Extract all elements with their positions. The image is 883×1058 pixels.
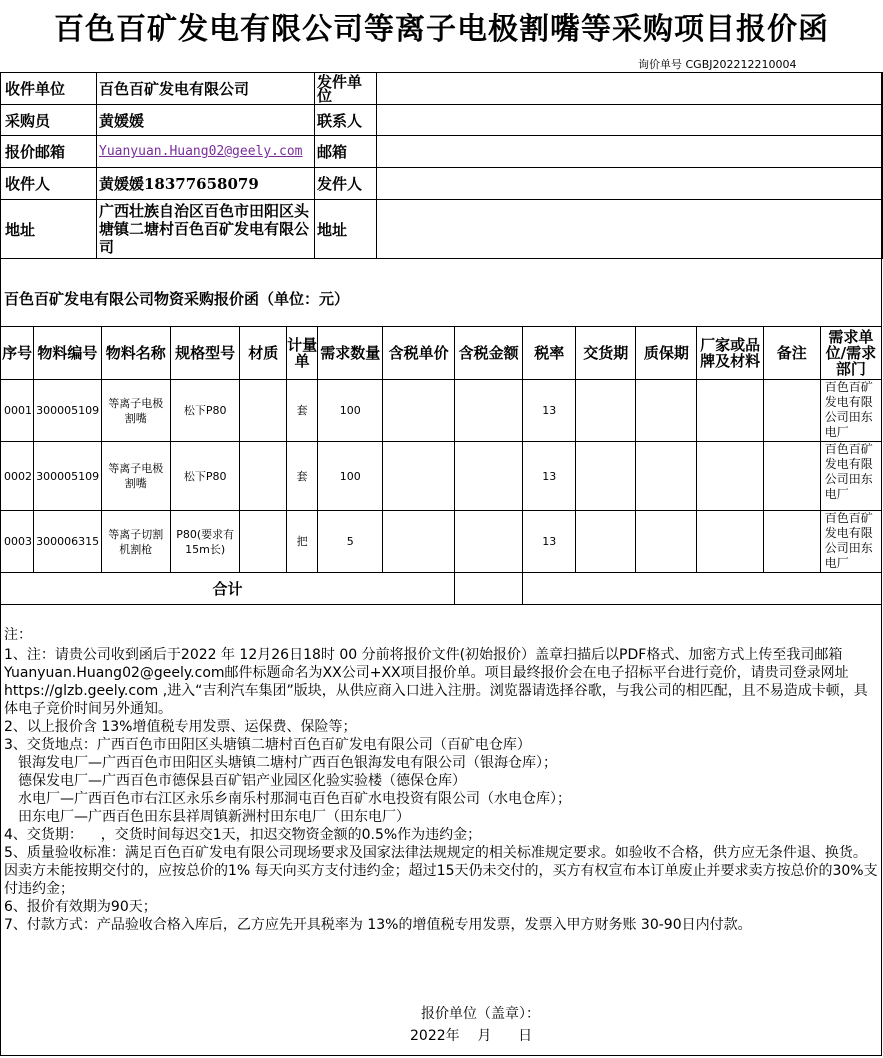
note-3c: 水电厂—广西百色市右江区永乐乡南乐村那洞屯百色百矿水电投资有限公司（水电仓库）； xyxy=(18,791,571,807)
contact-label: 联系人 xyxy=(315,105,377,136)
cell-tax: 13 xyxy=(523,380,576,442)
note-3d: 田东电厂—广西百色田东县祥周镇新洲村田东电厂（田东电厂） xyxy=(18,809,410,825)
cell-unit: 套 xyxy=(287,380,318,442)
table-row xyxy=(1,511,882,573)
total-blank xyxy=(523,573,882,605)
cell-qty: 100 xyxy=(318,380,383,442)
cell-code: 300005109 xyxy=(34,442,101,511)
recipient-unit-value: 百色百矿发电有限公司 xyxy=(97,73,315,105)
header-dept: 需求单位/需求部门 xyxy=(820,327,881,380)
table-row xyxy=(1,442,882,511)
cell-qty: 5 xyxy=(318,511,383,573)
cell-seq: 0001 xyxy=(1,380,34,442)
note-5: 5、质量验收标准：满足百色百矿发电有限公司现场要求及国家法律法规规定的相关标准规定要求。如验收不合格，供方应无条件退、换货。因卖方未能按期交付的，应按总价的1% 每天向买方支付违约金；超过15天仍未交付的，买方有权宣布本订单废止并要求卖方按总价的30%支付违约金； xyxy=(4,845,878,897)
cell-qty: 100 xyxy=(318,442,383,511)
note-6: 6、报价有效期为90天； xyxy=(4,899,157,915)
note-7: 7、付款方式：产品验收合格入库后，乙方应先开具税率为 13%的增值税专用发票，发票入甲方财务账 30-90日内付款。 xyxy=(4,917,752,933)
header-warranty: 质保期 xyxy=(636,327,697,380)
address-value: 广西壮族自治区百色市田阳区头塘镇二塘村百色百矿发电有限公司 xyxy=(97,200,315,259)
buyer-label: 采购员 xyxy=(1,105,97,136)
header-tax: 税率 xyxy=(523,327,576,380)
notes-heading: 注： xyxy=(4,627,32,643)
email2-value[interactable] xyxy=(377,136,883,168)
contact-value[interactable] xyxy=(377,105,883,136)
cell-amount[interactable] xyxy=(454,511,522,573)
cell-spec: 松下P80 xyxy=(170,380,239,442)
cell-dept: 百色百矿发电有限公司田东电厂 xyxy=(820,511,881,573)
sender-unit-label: 发件单位 xyxy=(315,73,377,105)
sender-unit-value[interactable] xyxy=(377,73,883,105)
cell-unit: 把 xyxy=(287,511,318,573)
receiver-label: 收件人 xyxy=(1,168,97,200)
cell-price[interactable] xyxy=(383,511,455,573)
cell-spec: 松下P80 xyxy=(170,442,239,511)
signature-label: 报价单位（盖章）： xyxy=(421,1006,540,1022)
cell-dept: 百色百矿发电有限公司田东电厂 xyxy=(820,442,881,511)
cell-material[interactable] xyxy=(240,511,287,573)
cell-amount[interactable] xyxy=(454,380,522,442)
cell-remark[interactable] xyxy=(763,511,820,573)
address2-value[interactable] xyxy=(377,200,883,259)
cell-name: 等离子电极割嘴 xyxy=(101,442,170,511)
cell-unit: 套 xyxy=(287,442,318,511)
cell-warranty[interactable] xyxy=(636,380,697,442)
cell-brand[interactable] xyxy=(697,511,763,573)
cell-tax: 13 xyxy=(523,442,576,511)
address2-label: 地址 xyxy=(315,200,377,259)
cell-spec: P80(要求有15m长) xyxy=(170,511,239,573)
recipient-unit-label: 收件单位 xyxy=(1,73,97,105)
header-price: 含税单价 xyxy=(383,327,455,380)
cell-remark[interactable] xyxy=(763,380,820,442)
total-label: 合计 xyxy=(1,573,455,605)
inquiry-number xyxy=(638,56,796,72)
header-name: 物料名称 xyxy=(101,327,170,380)
items-table xyxy=(0,326,882,605)
note-1: 1、注：请贵公司收到函后于2022 年 12月26日18时 00 分前将报价文件(初始报价）盖章扫描后以PDF格式、加密方式上传至我司邮箱Yuanyuan.Huang02@geely.com邮件标题命名为XX公司+XX项目报价单。项目最终报价会在电子招标平台进行竞价，请贵司登录网址https://glzb.geely.com ,进入“吉利汽车集团”版块，从供应商入口进入注册。浏览器请选择谷歌，与我公司的相匹配，且不易造成卡顿，具体电子竞价时间另外通知。 xyxy=(4,647,868,717)
note-2: 2、以上报价含 13%增值税专用发票、运保费、保险等； xyxy=(4,719,357,735)
header-brand: 厂家或品牌及材料 xyxy=(697,327,763,380)
document-title: 百色百矿发电有限公司等离子电极割嘴等采购项目报价函 xyxy=(54,12,829,47)
header-material: 材质 xyxy=(240,327,287,380)
email2-label: 邮箱 xyxy=(315,136,377,168)
contact-info-table xyxy=(0,72,883,259)
address-label: 地址 xyxy=(1,200,97,259)
notes-section xyxy=(4,626,880,934)
cell-brand[interactable] xyxy=(697,380,763,442)
email-link[interactable]: Yuanyuan.Huang02@geely.com xyxy=(97,136,315,168)
cell-name: 等离子电极割嘴 xyxy=(101,380,170,442)
cell-material[interactable] xyxy=(240,442,287,511)
cell-remark[interactable] xyxy=(763,442,820,511)
header-spec: 规格型号 xyxy=(170,327,239,380)
inquiry-label: 询价单号 xyxy=(638,58,682,71)
note-4: 4、交货期： ，交货时间每迟交1天，扣迟交物资金额的0.5%作为违约金； xyxy=(4,827,482,843)
cell-warranty[interactable] xyxy=(636,511,697,573)
sender-label: 发件人 xyxy=(315,168,377,200)
email-label: 报价邮箱 xyxy=(1,136,97,168)
note-3a: 银海发电厂—广西百色市田阳区头塘镇二塘村广西百色银海发电有限公司（银海仓库）； xyxy=(18,755,557,771)
cell-seq: 0003 xyxy=(1,511,34,573)
cell-material[interactable] xyxy=(240,380,287,442)
receiver-value: 黄媛媛18377658079 xyxy=(97,168,315,200)
cell-seq: 0002 xyxy=(1,442,34,511)
note-3b: 德保发电厂—广西百色市德保县百矿铝产业园区化验实验楼（德保仓库） xyxy=(18,773,466,789)
cell-name: 等离子切割机割枪 xyxy=(101,511,170,573)
header-unit: 计量单 xyxy=(287,327,318,380)
header-seq: 序号 xyxy=(1,327,34,380)
cell-code: 300005109 xyxy=(34,380,101,442)
cell-amount[interactable] xyxy=(454,442,522,511)
header-code: 物料编号 xyxy=(34,327,101,380)
cell-price[interactable] xyxy=(383,442,455,511)
cell-tax: 13 xyxy=(523,511,576,573)
header-amount: 含税金额 xyxy=(454,327,522,380)
total-row xyxy=(1,573,882,605)
table-row xyxy=(1,380,882,442)
cell-brand[interactable] xyxy=(697,442,763,511)
quote-subtitle: 百色百矿发电有限公司物资采购报价函（单位：元） xyxy=(4,290,350,308)
cell-delivery[interactable] xyxy=(576,442,636,511)
signature-date: 2022年 月 日 xyxy=(410,1028,533,1044)
inquiry-value: CGBJ202212210004 xyxy=(685,58,797,71)
note-3: 3、交货地点：广西百色市田阳区头塘镇二塘村百色百矿发电有限公司（百矿电仓库） xyxy=(4,737,531,753)
header-remark: 备注 xyxy=(763,327,820,380)
sender-value[interactable] xyxy=(377,168,883,200)
total-amount[interactable] xyxy=(454,573,522,605)
header-delivery: 交货期 xyxy=(576,327,636,380)
cell-price[interactable] xyxy=(383,380,455,442)
cell-delivery[interactable] xyxy=(576,511,636,573)
buyer-value: 黄媛媛 xyxy=(97,105,315,136)
cell-warranty[interactable] xyxy=(636,442,697,511)
cell-delivery[interactable] xyxy=(576,380,636,442)
cell-dept: 百色百矿发电有限公司田东电厂 xyxy=(820,380,881,442)
items-header-row xyxy=(1,327,882,380)
header-qty: 需求数量 xyxy=(318,327,383,380)
cell-code: 300006315 xyxy=(34,511,101,573)
